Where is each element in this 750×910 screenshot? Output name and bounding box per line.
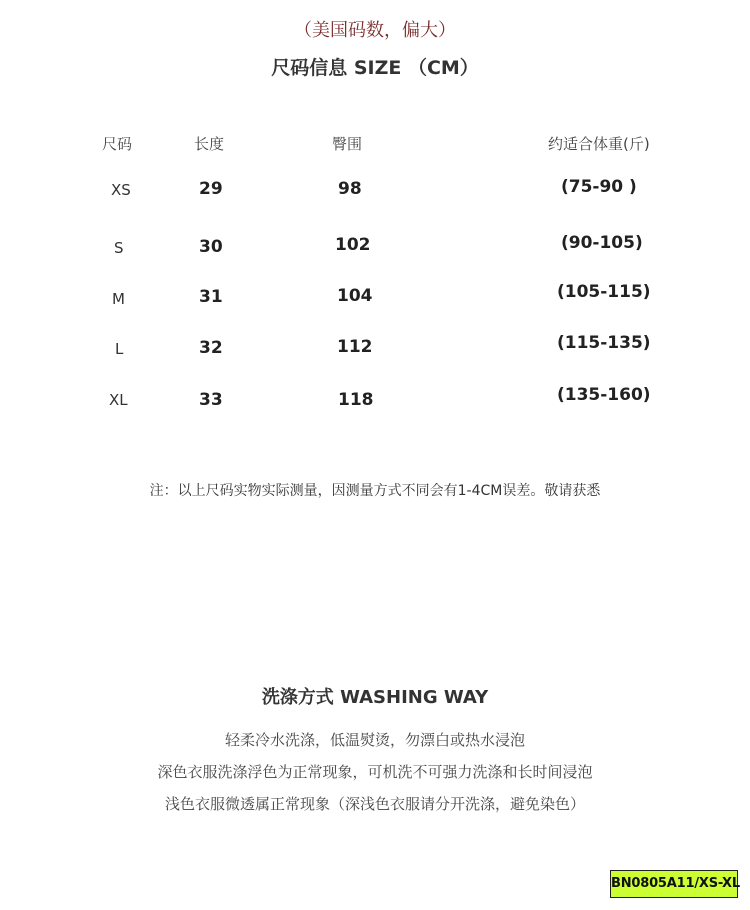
- row-hip-xl: 118: [338, 390, 374, 410]
- row-hip-l: 112: [337, 337, 373, 357]
- row-length-m: 31: [199, 287, 223, 307]
- row-weight-l: (115-135): [557, 333, 651, 353]
- row-weight-xl: (135-160): [557, 385, 651, 405]
- col-header-size: 尺码: [102, 135, 133, 153]
- washing-line-3: 浅色衣服微透属正常现象（深浅色衣服请分开洗涤，避免染色）: [164, 795, 585, 813]
- row-length-xs: 29: [199, 179, 223, 199]
- row-weight-xs: (75-90 ): [561, 177, 637, 197]
- size-note-subtitle: （美国码数，偏大）: [294, 20, 456, 41]
- sku-label: BN0805A11/XS-XL: [610, 870, 738, 898]
- row-length-s: 30: [199, 237, 223, 257]
- row-weight-m: (105-115): [557, 282, 651, 302]
- col-header-hip: 臀围: [332, 135, 363, 153]
- row-size-xs: XS: [111, 181, 131, 199]
- size-info-title: 尺码信息 SIZE （CM）: [271, 57, 479, 79]
- row-size-s: S: [114, 239, 124, 257]
- row-hip-s: 102: [335, 235, 371, 255]
- col-header-weight: 约适合体重(斤): [548, 135, 650, 153]
- measurement-note: 注：以上尺码实物实际测量，因测量方式不同会有1-4CM误差。敬请获悉: [149, 483, 601, 499]
- row-size-l: L: [115, 340, 124, 358]
- washing-line-2: 深色衣服洗涤浮色为正常现象，可机洗不可强力洗涤和长时间浸泡: [157, 763, 593, 781]
- washing-line-1: 轻柔冷水洗涤，低温熨烫，勿漂白或热水浸泡: [224, 731, 525, 749]
- row-size-m: M: [112, 290, 125, 308]
- row-hip-xs: 98: [338, 179, 362, 199]
- row-length-l: 32: [199, 338, 223, 358]
- row-length-xl: 33: [199, 390, 223, 410]
- row-hip-m: 104: [337, 286, 373, 306]
- row-weight-s: (90-105): [561, 233, 643, 253]
- col-header-length: 长度: [194, 135, 225, 153]
- washing-title: 洗涤方式 WASHING WAY: [261, 687, 489, 708]
- row-size-xl: XL: [109, 391, 128, 409]
